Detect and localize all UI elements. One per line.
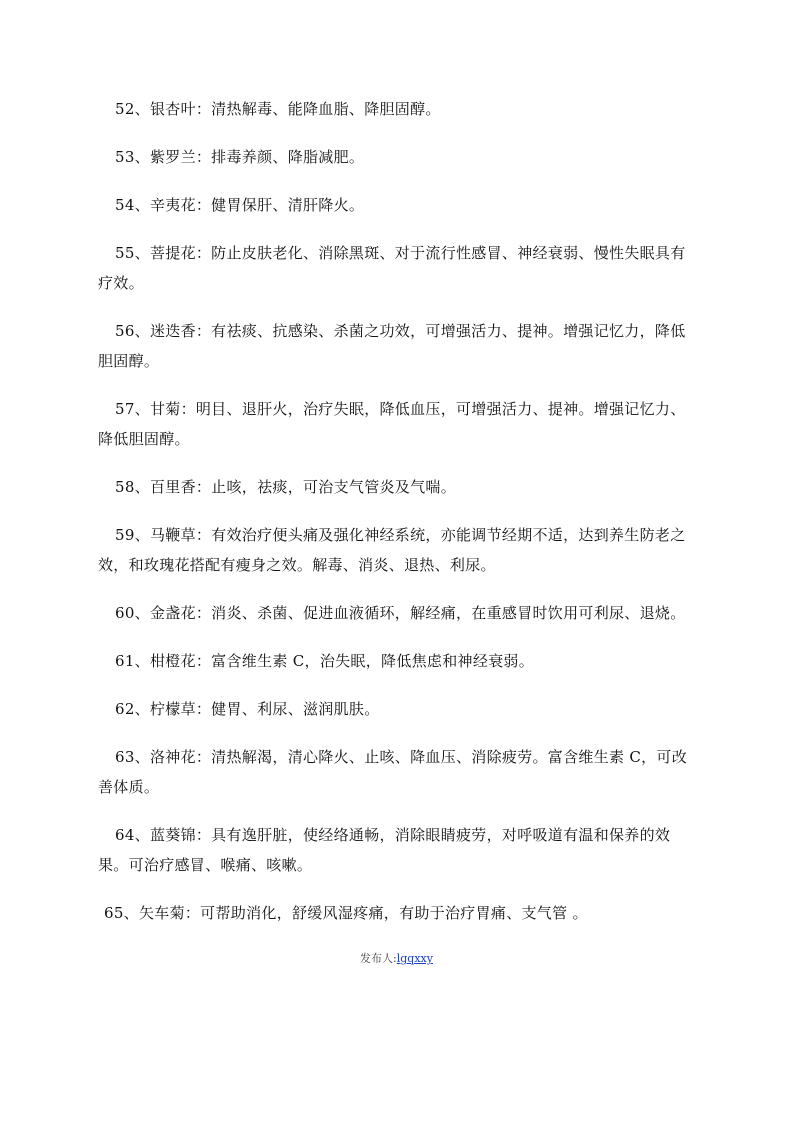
entry-64: 64、蓝葵锦：具有逸肝脏，使经络通畅，消除眼睛疲劳，对呼吸道有温和保养的效果。可治疗感冒、喉痛、咳嗽。 xyxy=(98,826,671,874)
entry-52: 52、银杏叶：清热解毒、能降血脂、降胆固醇。 xyxy=(115,100,441,118)
entry-60: 60、金盏花：消炎、杀菌、促进血液循环，解经痛，在重感冒时饮用可利尿、退烧。 xyxy=(115,604,686,622)
entry-58: 58、百里香：止咳，祛痰，可治支气管炎及气喘。 xyxy=(115,478,456,496)
entry-55: 55、菩提花：防止皮肤老化、消除黑斑、对于流行性感冒、神经衰弱、慢性失眠具有疗效。 xyxy=(98,244,686,292)
entry-63: 63、洛神花：清热解渴，清心降火、止咳、降血压、消除疲劳。富含维生素 C，可改善体质。 xyxy=(98,748,688,796)
entry-61: 61、柑橙花：富含维生素 C，治失眠，降低焦虑和神经衰弱。 xyxy=(115,652,535,670)
publisher-footer xyxy=(0,950,793,966)
entry-57: 57、甘菊：明目、退肝火，治疗失眠，降低血压，可增强活力、提神。增强记忆力、降低胆固醇。 xyxy=(98,400,686,448)
publisher-label: 发布人: xyxy=(360,952,397,965)
entry-54: 54、辛夷花：健胃保肝、清肝降火。 xyxy=(115,196,365,214)
publisher-link[interactable]: lgqxxy xyxy=(396,952,433,965)
document-body xyxy=(98,94,696,946)
entry-65: 65、矢车菊：可帮助消化，舒缓风湿疼痛，有助于治疗胃痛、支气管 。 xyxy=(104,904,588,922)
entry-59: 59、马鞭草：有效治疗便头痛及强化神经系统，亦能调节经期不适，达到养生防老之效，和玫瑰花搭配有瘦身之效。解毒、消炎、退热、利尿。 xyxy=(98,526,686,574)
entry-53: 53、紫罗兰：排毒养颜、降脂减肥。 xyxy=(115,148,365,166)
entry-56: 56、迷迭香：有祛痰、抗感染、杀菌之功效，可增强活力、提神。增强记忆力，降低胆固醇。 xyxy=(98,322,686,370)
entry-62: 62、柠檬草：健胃、利尿、滋润肌肤。 xyxy=(115,700,380,718)
